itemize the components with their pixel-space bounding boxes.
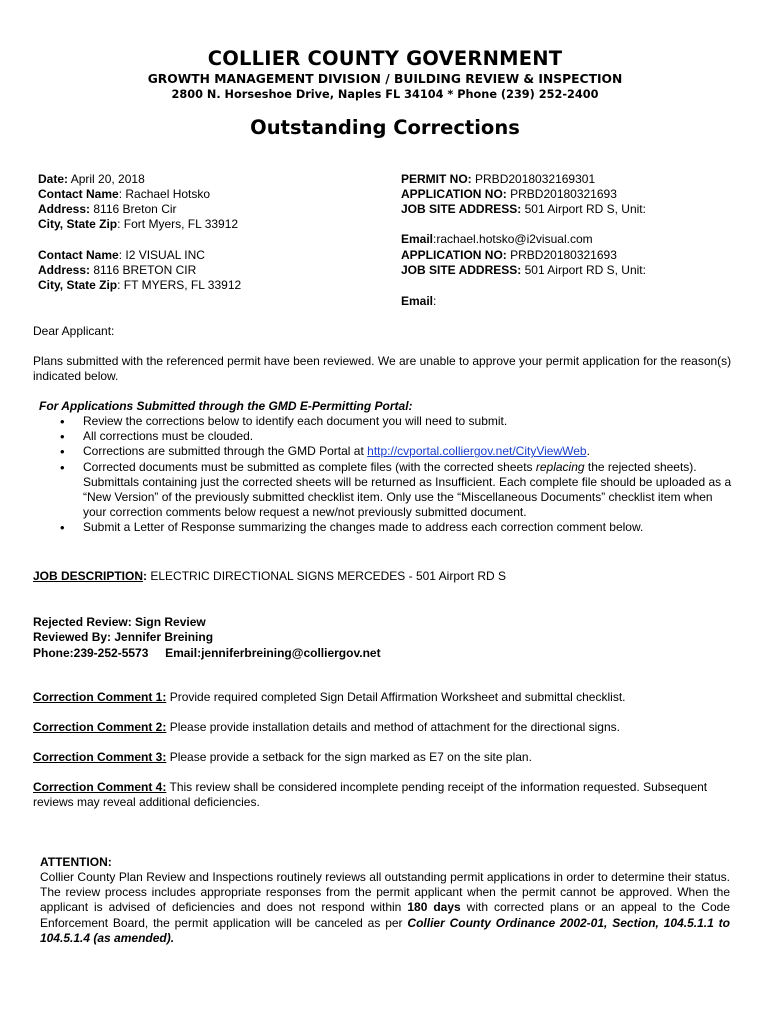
email-label-1: Email [401, 232, 434, 246]
division-name: GROWTH MANAGEMENT DIVISION / BUILDING REVIEW & INSPECTION [147, 72, 623, 86]
permit-label: PERMIT NO: [401, 172, 472, 186]
application-label-2: APPLICATION NO: [401, 248, 507, 262]
correction-label-1: Correction Comment 1: [33, 690, 167, 704]
greeting: Dear Applicant: [33, 324, 115, 338]
application-label-1: APPLICATION NO: [401, 187, 507, 201]
city-row-1: City, State Zip: Fort Myers, FL 33912 [38, 217, 239, 231]
date-value: April 20, 2018 [70, 172, 145, 186]
contact-name-label-1: Contact Name [38, 187, 119, 201]
attention-text-1: Collier County Plan Review and Inspections routinely reviews all outstanding permit applications in order to determine their status. The review process includes appropriate responses from the permit applicant when the permit cannot be approved. When the applicant is advised of deficiencies and does not respond within [40, 870, 730, 915]
portal-bullet-2: All corrections must be clouded. [83, 429, 254, 444]
portal-bullet-5: Submit a Letter of Response summarizing the changes made to address each correction comment below. [83, 520, 644, 535]
list-item [33, 520, 739, 535]
correction-comment-1 [33, 690, 625, 705]
correction-label-4: Correction Comment 4: [33, 780, 167, 794]
job-site-value-2: 501 Airport RD S, Unit: [524, 263, 646, 277]
portal-bullet-1: Review the corrections below to identify each document you will need to submit. [83, 414, 508, 428]
address-row-1 [38, 202, 177, 217]
job-description-label: JOB DESCRIPTION [33, 569, 144, 583]
address-label-1: Address: [38, 202, 91, 216]
portal-link[interactable]: http://cvportal.colliergov.net/CityViewWeb [367, 444, 587, 459]
permit-value: PRBD2018032169301 [475, 172, 596, 186]
address-value-2: 8116 BRETON CIR [93, 263, 197, 277]
rejected-review: Rejected Review: Sign Review [33, 615, 206, 629]
email-row-1: Email:rachael.hotsko@i2visual.com [401, 232, 593, 246]
address-value-1: 8116 Breton Cir [93, 202, 177, 216]
correction-text-3: Please provide a setback for the sign marked as E7 on the site plan. [169, 750, 532, 764]
contact-name-row-1: Contact Name: Rachael Hotsko [38, 187, 211, 201]
reviewed-by: Reviewed By: Jennifer Breining [33, 630, 214, 644]
date-label: Date: [38, 172, 69, 186]
portal-instructions-list [33, 414, 739, 536]
correction-comment-4 [33, 780, 738, 810]
correction-label-2: Correction Comment 2: [33, 720, 167, 734]
page-title: Outstanding Corrections [250, 116, 520, 139]
correction-comment-2 [33, 720, 620, 735]
job-site-row-1 [401, 202, 646, 217]
contact-name-row-2: Contact Name: I2 VISUAL INC [38, 248, 205, 262]
application-value-1: PRBD20180321693 [510, 187, 617, 201]
contact-name-value-2: I2 VISUAL INC [125, 248, 205, 262]
job-site-row-2 [401, 263, 646, 278]
job-description-value: ELECTRIC DIRECTIONAL SIGNS MERCEDES - 501 Airport RD S [150, 569, 506, 583]
contact-name-label-2: Contact Name [38, 248, 119, 262]
permit-row [401, 172, 595, 187]
correction-text-1: Provide required completed Sign Detail Affirmation Worksheet and submittal checklist. [169, 690, 626, 704]
date-row [38, 172, 145, 187]
contact-name-value-1: Rachael Hotsko [125, 187, 211, 201]
correction-label-3: Correction Comment 3: [33, 750, 167, 764]
city-label-1: City, State Zip [38, 217, 118, 231]
list-item [33, 444, 739, 459]
city-label-2: City, State Zip [38, 278, 118, 292]
address-row-2 [38, 263, 196, 278]
job-site-value-1: 501 Airport RD S, Unit: [524, 202, 646, 216]
portal-heading: For Applications Submitted through the GMD E-Permitting Portal: [39, 399, 413, 413]
address-label-2: Address: [38, 263, 91, 277]
attention-paragraph [40, 870, 730, 946]
application-value-2: PRBD20180321693 [510, 248, 617, 262]
attention-heading: ATTENTION: [40, 855, 112, 869]
portal-bullet-3-text: Corrections are submitted through the GMD Portal at [83, 444, 368, 459]
list-item [33, 429, 739, 444]
attention-ordinance: Collier County Ordinance 2002-01, Section, 104.5.1.1 to 104.5.1.4 (as amended). [40, 915, 730, 945]
attention-text-2: with corrected plans or an appeal to the Code Enforcement Board, the permit application will be canceled as per [40, 900, 730, 930]
reviewer-contact: Phone:239-252-5573 Email:jenniferbreining@colliergov.net [33, 646, 381, 660]
portal-bullet-3-end: . [586, 444, 590, 459]
portal-bullet-4-pre: Corrected documents must be submitted as complete files (with the corrected sheets [83, 459, 536, 474]
email-label-2: Email [401, 294, 434, 308]
application-row-1 [401, 187, 617, 202]
correction-text-4: This review shall be considered incomplete pending receipt of the information requested. Subsequent reviews may reveal additional deficiencies. [33, 780, 708, 810]
city-row-2: City, State Zip: FT MYERS, FL 33912 [38, 278, 242, 292]
city-value-1: Fort Myers, FL 33912 [123, 217, 239, 231]
office-address: 2800 N. Horseshoe Drive, Naples FL 34104 * Phone (239) 252-2400 [171, 88, 599, 101]
list-item [33, 414, 739, 429]
org-name: COLLIER COUNTY GOVERNMENT [207, 47, 563, 70]
portal-bullet-4-post: the rejected sheets). Submittals containing just the corrected sheets will be returned as Insufficient. Each complete file should be uploaded as a “New Version” of the previously submitted checklist item. Only use the “Miscellaneous Documents” checklist item when your correction comments below request a new/not previously submitted document. [83, 459, 732, 520]
correction-comment-3 [33, 750, 532, 765]
portal-bullet-4-emphasis: replacing [535, 459, 585, 474]
application-row-2 [401, 248, 617, 263]
city-value-2: FT MYERS, FL 33912 [123, 278, 242, 292]
correction-text-2: Please provide installation details and method of attachment for the directional signs. [169, 720, 620, 734]
intro-paragraph: Plans submitted with the referenced permit have been reviewed. We are unable to approve your permit application for the reason(s) indicated below. [33, 354, 732, 384]
email-row-2: Email: [401, 294, 437, 308]
job-site-label-2: JOB SITE ADDRESS: [401, 263, 522, 277]
attention-days: 180 days [407, 900, 461, 915]
email-value-1: rachael.hotsko@i2visual.com [436, 232, 593, 246]
job-description-row: JOB DESCRIPTION: ELECTRIC DIRECTIONAL SIGNS MERCEDES - 501 Airport RD S [33, 569, 506, 583]
job-site-label-1: JOB SITE ADDRESS: [401, 202, 522, 216]
list-item [33, 460, 739, 521]
